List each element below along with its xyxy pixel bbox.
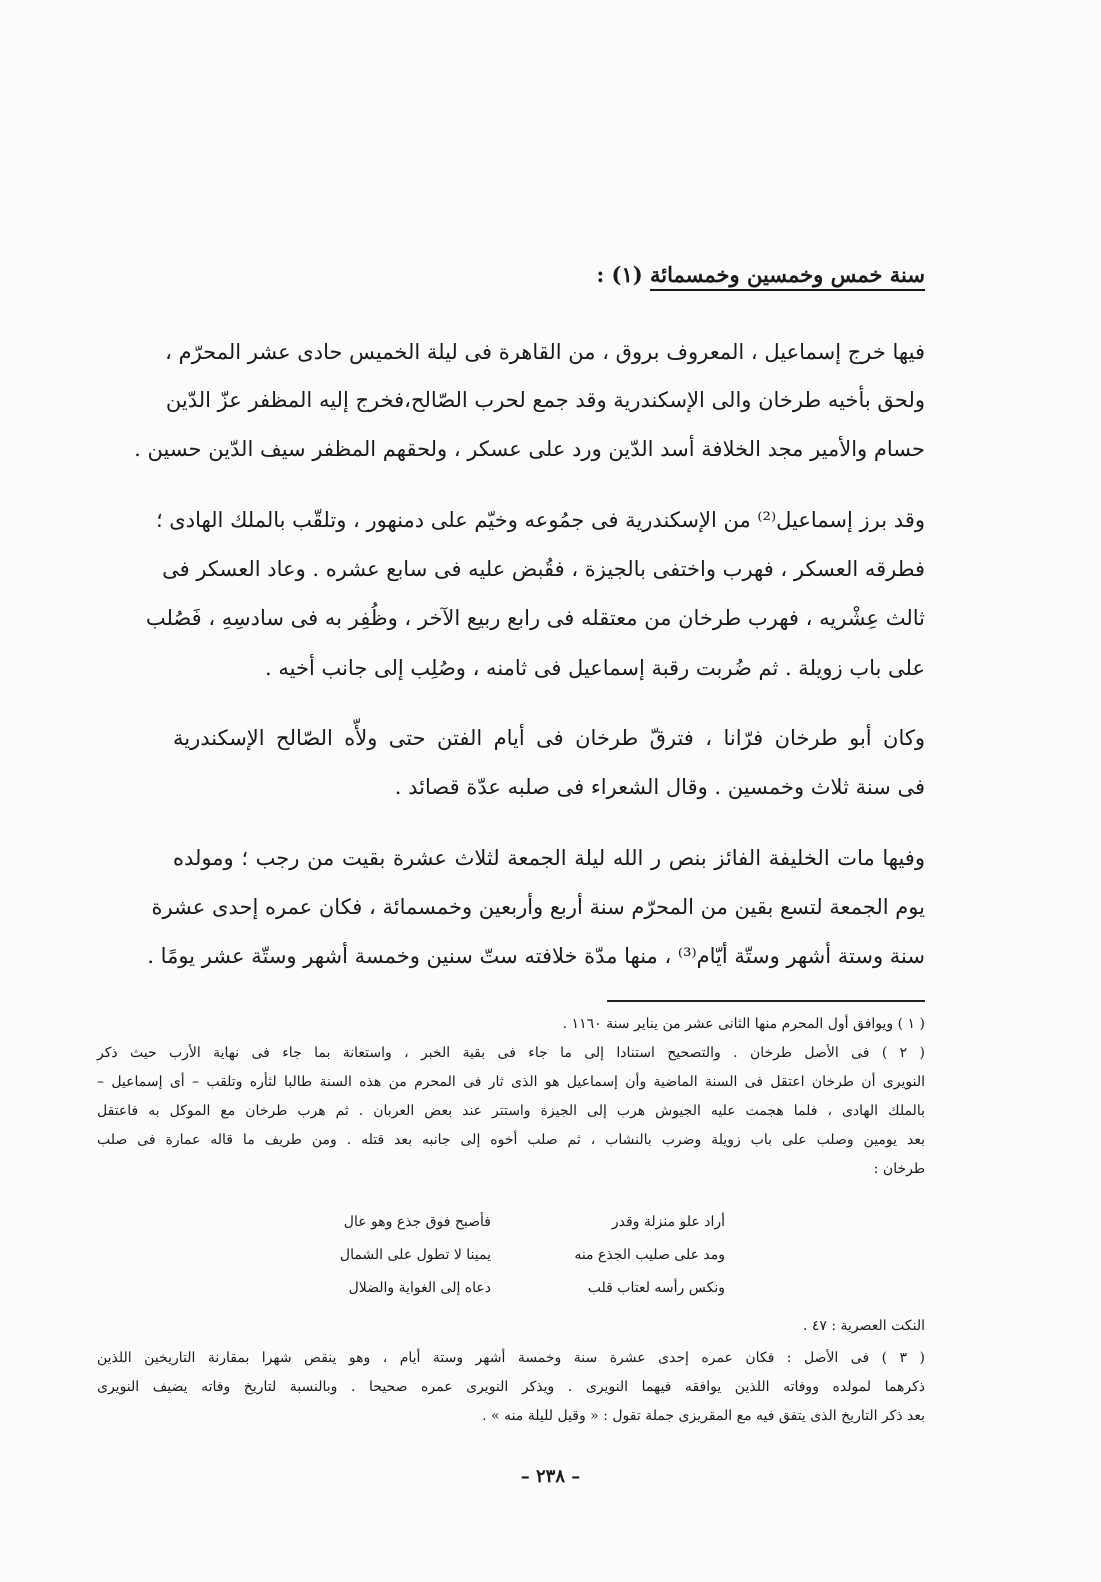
footnote-2-line: ( ٢ ) فى الأصل طرخان . والتصحيح استنادا إلى ما جاء فى بقية الخبر ، واستعانة بما جاء فى نهاية الأرب حيث ذكر xyxy=(97,1045,925,1061)
body-line: حسام والأمير مجد الخلافة أسد الدّين ورد على عسكر ، ولحقهم المظفر سيف الدّين حسين . xyxy=(134,437,925,461)
body-line: سنة وستة أشهر وستّة أيّام⁽³⁾ ، منها مدّة خلافته ستّ سنين وخمسة أشهر وستّة عشر يومًا . xyxy=(147,944,925,968)
verse-first-hemistich: ونكس رأسه لعتاب قلب xyxy=(587,1280,725,1296)
heading-note-ref: (١) : xyxy=(596,262,643,287)
verse-line xyxy=(285,1214,725,1230)
footnote-2-line: النويرى أن طرخان اعتقل فى السنة الماضية وأن إسماعيل هو الذى ثار فى المحرم من هذه السنة طالبا لثأره وتلقب – أى إسماعيل – xyxy=(97,1074,925,1090)
body-line: فيها خرج إسماعيل ، المعروف بروق ، من القاهرة فى ليلة الخميس حادى عشر المحرّم ، xyxy=(165,340,925,364)
section-heading xyxy=(596,262,925,287)
heading-title: سنة خمس وخمسين وخمسمائة xyxy=(650,262,925,287)
body-line: وفيها مات الخليفة الفائز بنص ر الله ليلة الجمعة لثلاث عشرة بقيت من رجب ؛ ومولده xyxy=(173,846,925,870)
footnote-2-line: طرخان : xyxy=(873,1161,925,1177)
footnote-source: النكت العصرية : ٤٧ . xyxy=(802,1318,925,1334)
verse-first-hemistich: ومد على صليب الجذع منه xyxy=(574,1247,725,1263)
footnote-3-line: ذكرهما لمولده ووفاته اللذين يوافقه فيهما النويرى . ويذكر النويرى عمره صحيحا . وبالنسبة لتاريخ وفاته يضيف النويرى xyxy=(97,1379,925,1395)
footnote-3-line: بعد ذكر التاريخ الذى يتفق فيه مع المقريزى جملة تقول : « وقيل لليلة منه » . xyxy=(482,1408,925,1424)
footnote-1: ( ١ ) ويوافق أول المحرم منها الثانى عشر من يناير سنة ١١٦٠ . xyxy=(562,1016,925,1032)
body-line: فى سنة ثلاث وخمسين . وقال الشعراء فى صلبه عدّة قصائد . xyxy=(394,775,925,799)
footnote-2-line: بعد يومين وصلب على باب زويلة وضرب بالنشاب ، ثم صلب أخوه إلى جانبه بعد قتله . ومن طريف ما قاله عمارة فى صلب xyxy=(97,1132,925,1148)
body-line: ثالث عِشْريه ، فهرب طرخان من معتقله فى رابع ربيع الآخر ، وظُفِر به فى سادسِهِ ، فَصُلب xyxy=(145,606,925,630)
verse-second-hemistich: يمينا لا تطول على الشمال xyxy=(339,1247,491,1263)
body-line: على باب زويلة . ثم ضُربت رقبة إسماعيل فى ثامنه ، وصُلِب إلى جانب أخيه . xyxy=(265,656,925,680)
footnote-2-line: بالملك الهادى ، فلما هجمت عليه الجيوش هرب إلى الجيزة واستتر عند بعض العربان . ثم هرب طرخان مع الموكل به فاعتقل xyxy=(97,1103,925,1119)
body-line: وكان أبو طرخان فرّانا ، فترقّ طرخان فى أيام الفتن حتى ولأّه الصّالح الإسكندرية xyxy=(173,726,925,750)
body-line: فطرقه العسكر ، فهرب واختفى بالجيزة ، فقُبض عليه فى سابع عشره . وعاد العسكر فى xyxy=(162,557,925,581)
verse-first-hemistich: أراد علو منزلة وقدر xyxy=(611,1214,725,1230)
verse-line xyxy=(285,1280,725,1296)
page-number: – ٢٣٨ – xyxy=(520,1466,581,1487)
body-line: يوم الجمعة لتسع بقين من المحرّم سنة أربع وأربعين وخمسمائة ، فكان عمره إحدى عشرة xyxy=(151,895,925,919)
footnote-separator xyxy=(607,1000,925,1002)
body-line: وقد برز إسماعيل⁽²⁾ من الإسكندرية فى جمُوعه وخيّم على دمنهور ، وتلقّب بالملك الهادى ؛ xyxy=(155,508,925,532)
footnote-3-line: ( ٣ ) فى الأصل : فكان عمره إحدى عشرة سنة وخمسة أشهر وستة أيام ، وهو ينقص شهرا بمقارنة التاريخين اللذين xyxy=(97,1350,925,1366)
verse-second-hemistich: فأصبح فوق جذع وهو عال xyxy=(343,1214,491,1230)
body-line: ولحق بأخيه طرخان والى الإسكندرية وقد جمع لحرب الصّالح،فخرج إليه المظفر عزّ الدّين xyxy=(165,388,925,412)
verse-second-hemistich: دعاه إلى الغواية والضلال xyxy=(348,1280,491,1296)
verse-line xyxy=(285,1247,725,1263)
